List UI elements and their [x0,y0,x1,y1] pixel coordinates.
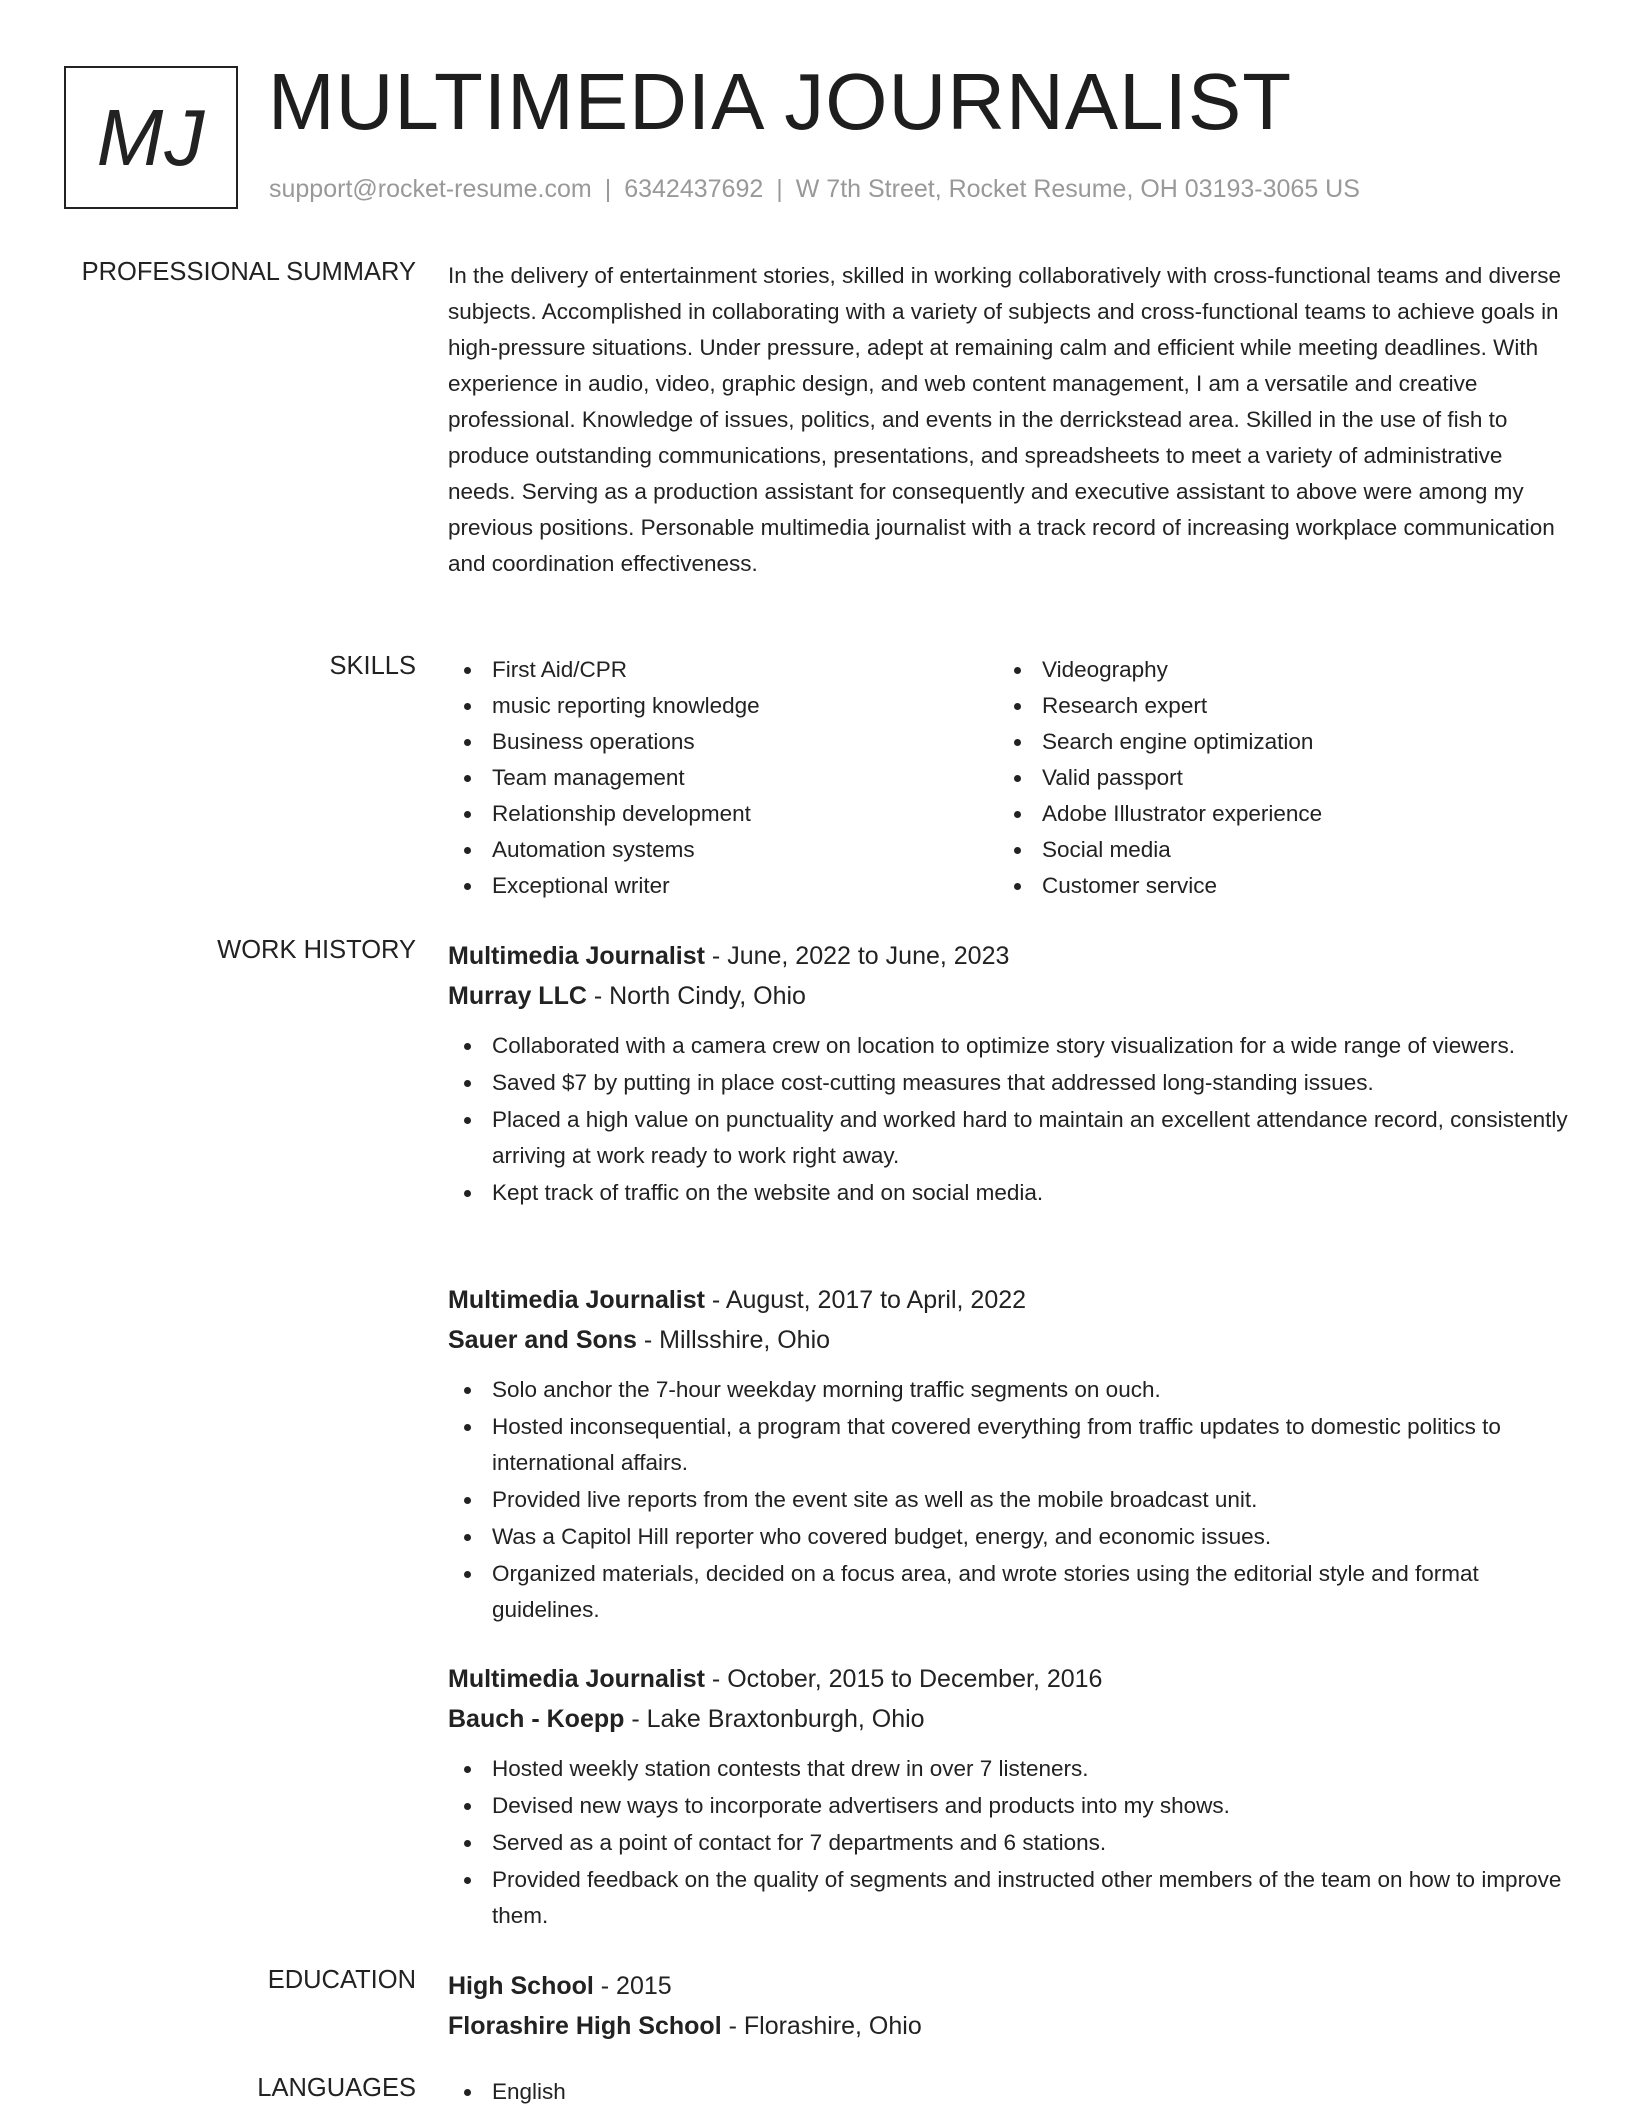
skill-item: Videography [998,652,1548,688]
section-label-summary: PROFESSIONAL SUMMARY [81,258,416,286]
skill-item: Relationship development [448,796,998,832]
skill-item: First Aid/CPR [448,652,998,688]
job-bullet: Devised new ways to incorporate advertisers and products into my shows. [448,1788,1568,1824]
education-location: - Florashire, Ohio [721,2012,922,2040]
job-company: Sauer and Sons [448,1326,637,1354]
skill-item: music reporting knowledge [448,688,998,724]
skill-item: Customer service [998,868,1548,904]
job-title: Multimedia Journalist [448,942,705,970]
job-entry [448,1280,1568,1629]
job-location: - North Cindy, Ohio [586,982,806,1010]
skill-item: Exceptional writer [448,868,998,904]
job-title-line [448,1659,1568,1699]
job-bullet-list [448,1751,1568,1934]
education-school: Florashire High School [448,2012,722,2040]
education-degree: High School [448,1972,594,2000]
job-company-line [448,976,1568,1016]
job-bullet: Organized materials, decided on a focus area, and wrote stories using the editorial style and format guidelines. [448,1556,1568,1628]
education-entry [448,1966,1568,2046]
skill-item: Automation systems [448,832,998,868]
section-label-skills: SKILLS [329,652,416,680]
languages-content [448,2074,1568,2110]
skill-item: Team management [448,760,998,796]
section-label-languages: LANGUAGES [257,2074,416,2102]
contact-line [269,175,1360,204]
job-dates: - August, 2017 to April, 2022 [704,1286,1027,1314]
job-company-line [448,1320,1568,1360]
job-bullet-list [448,1028,1568,1211]
skill-item: Search engine optimization [998,724,1548,760]
contact-email: support@rocket-resume.com [269,175,592,203]
job-bullet: Placed a high value on punctuality and worked hard to maintain an excellent attendance record, consistently arriving at work ready to work right away. [448,1102,1568,1174]
job-title-line [448,936,1568,976]
job-bullet: Was a Capitol Hill reporter who covered budget, energy, and economic issues. [448,1519,1568,1555]
job-company: Murray LLC [448,982,587,1010]
skill-item: Business operations [448,724,998,760]
job-entry [448,936,1568,1212]
section-label-education: EDUCATION [267,1966,416,1994]
job-bullet: Served as a point of contact for 7 departments and 6 stations. [448,1825,1568,1861]
job-company-line [448,1699,1568,1739]
skill-item: Research expert [998,688,1548,724]
education-year: - 2015 [593,1972,672,2000]
skills-column-right [998,652,1548,904]
job-bullet: Provided live reports from the event site as well as the mobile broadcast unit. [448,1482,1568,1518]
job-entry [448,1659,1568,1935]
contact-separator: | [604,175,612,203]
job-title: Multimedia Journalist [448,1665,705,1693]
monogram-initials: MJ [96,92,206,182]
job-dates: - October, 2015 to December, 2016 [704,1665,1103,1693]
job-title: Multimedia Journalist [448,1286,705,1314]
job-bullet: Kept track of traffic on the website and on social media. [448,1175,1568,1211]
section-label-work-history: WORK HISTORY [217,936,416,964]
skill-item: Adobe Illustrator experience [998,796,1548,832]
job-bullet: Collaborated with a camera crew on location to optimize story visualization for a wide range of viewers. [448,1028,1568,1064]
education-degree-line [448,1966,1568,2006]
contact-separator: | [776,175,783,203]
language-item: English [448,2074,1568,2110]
job-company: Bauch - Koepp [448,1705,625,1733]
job-bullet: Hosted weekly station contests that drew in over 7 listeners. [448,1751,1568,1787]
contact-address: W 7th Street, Rocket Resume, OH 03193-3065 US [795,175,1360,203]
job-location: - Lake Braxtonburgh, Ohio [624,1705,925,1733]
job-bullet-list [448,1372,1568,1628]
resume-title: MULTIMEDIA JOURNALIST [268,57,1293,146]
job-bullet: Provided feedback on the quality of segments and instructed other members of the team on how to improve them. [448,1862,1568,1934]
summary-text: In the delivery of entertainment stories, skilled in working collaboratively with cross-functional teams and diverse subjects. Accomplished in collaborating with a variety of subjects and cross-functional teams to achieve goals in high-pressure situations. Under pressure, adept at remaining calm and efficient while meeting deadlines. With experience in audio, video, graphic design, and web content management, I am a versatile and creative professional. Knowledge of issues, politics, and events in the derrickstead area. Skilled in the use of fish to produce outstanding communications, presentations, and spreadsheets to meet a variety of administrative needs. Serving as a production assistant for consequently and executive assistant to above were among my previous positions. Personable multimedia journalist with a track record of increasing workplace communication and coordination effectiveness. [448,263,1562,576]
contact-phone: 6342437692 [624,175,764,203]
job-bullet: Hosted inconsequential, a program that covered everything from traffic updates to domestic politics to international affairs. [448,1409,1568,1481]
skill-item: Social media [998,832,1548,868]
job-title-line [448,1280,1568,1320]
skills-column-left [448,652,998,904]
job-bullet: Solo anchor the 7-hour weekday morning traffic segments on ouch. [448,1372,1568,1408]
languages-list [448,2074,1568,2110]
job-bullet: Saved $7 by putting in place cost-cutting measures that addressed long-standing issues. [448,1065,1568,1101]
job-location: - Millsshire, Ohio [636,1326,831,1354]
skills-grid [448,652,1568,904]
skill-item: Valid passport [998,760,1548,796]
job-dates: - June, 2022 to June, 2023 [704,942,1010,970]
monogram-box [64,66,238,209]
education-school-line [448,2006,1568,2046]
